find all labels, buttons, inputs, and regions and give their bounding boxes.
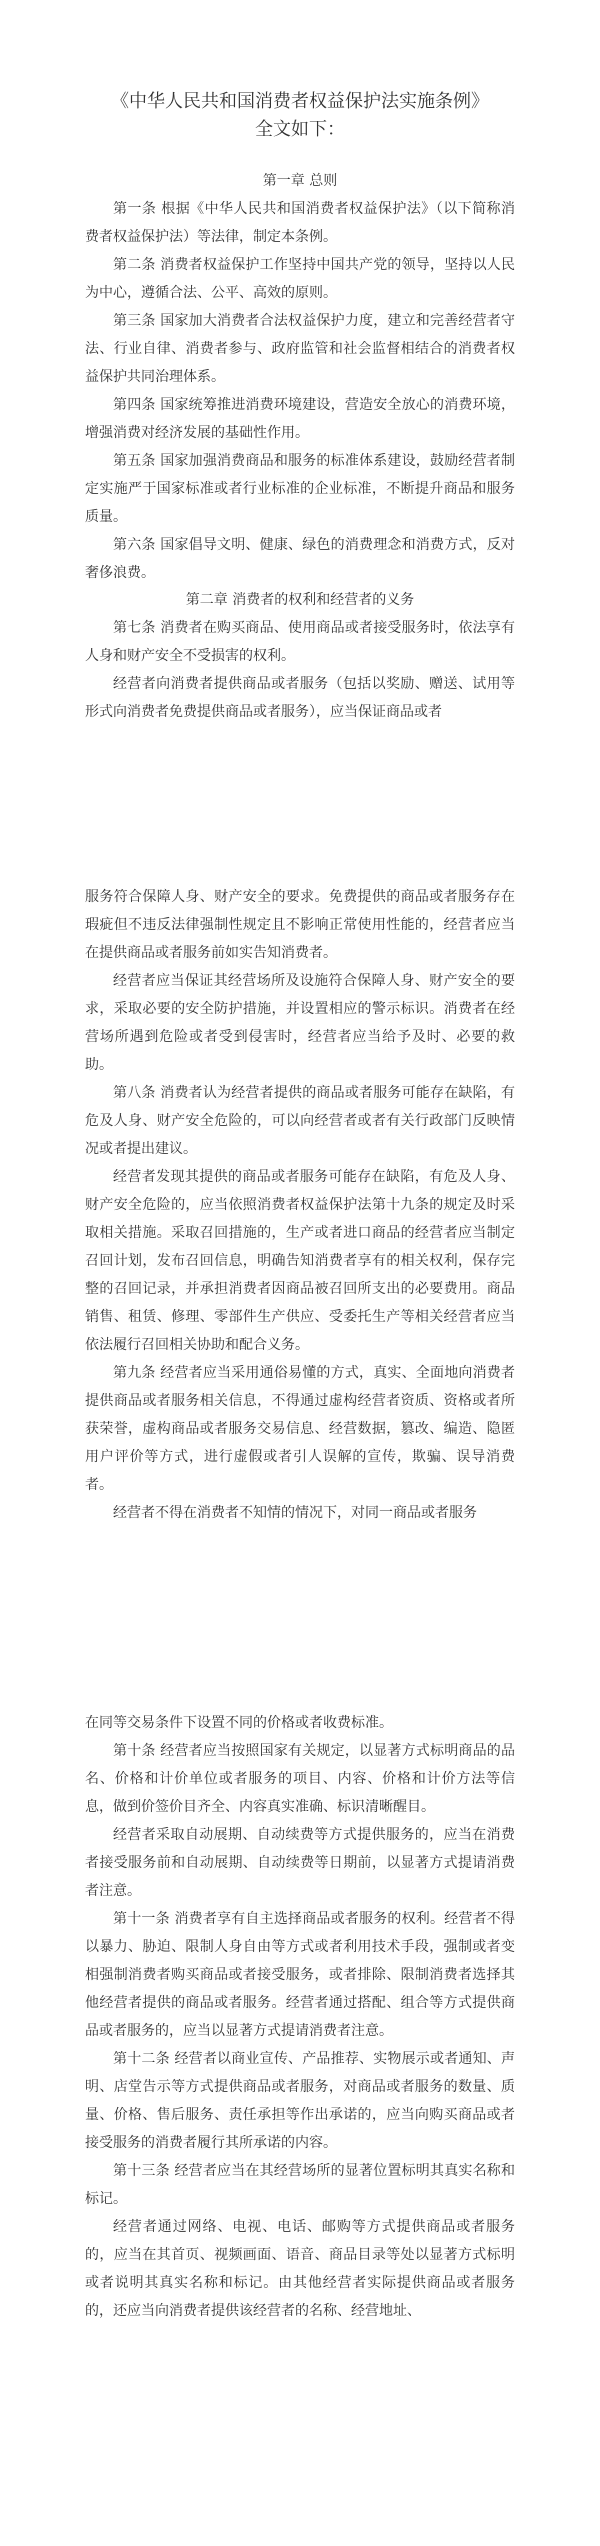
article-5: 第五条 国家加强消费商品和服务的标准体系建设，鼓励经营者制定实施严于国家标准或者行业标准的企业标准，不断提升商品和服务质量。 [85, 453, 515, 525]
text-block-1 [85, 168, 515, 726]
article-13: 第十三条 经营者应当在其经营场所的显著位置标明其真实名称和标记。 [85, 2163, 515, 2207]
article-9: 第九条 经营者应当采用通俗易懂的方式，真实、全面地向消费者提供商品或者服务相关信息，不得通过虚构经营者资质、资格或者所获荣誉，虚构商品或者服务交易信息、经营数据，篡改、编造、隐匿用户评价等方式，进行虚假或者引人误解的宣传，欺骗、误导消费者。 [85, 1365, 515, 1493]
chapter-2-heading: 第二章 消费者的权利和经营者的义务 [185, 592, 415, 608]
article-8: 第八条 消费者认为经营者提供的商品或者服务可能存在缺陷，有危及人身、财产安全危险的，可以向经营者或者有关行政部门反映情况或者提出建议。 [85, 1085, 515, 1157]
page-title-line2: 全文如下： [255, 119, 345, 140]
article-7-paragraph-3: 经营者应当保证其经营场所及设施符合保障人身、财产安全的要求，采取必要的安全防护措施，并设置相应的警示标识。消费者在经营场所遇到危险或者受到侵害时，经营者应当给予及时、必要的救助。 [85, 973, 515, 1073]
article-12: 第十二条 经营者以商业宣传、产品推荐、实物展示或者通知、声明、店堂告示等方式提供商品或者服务，对商品或者服务的数量、质量、价格、售后服务、责任承担等作出承诺的，应当向购买商品或者接受服务的消费者履行其所承诺的内容。 [85, 2051, 515, 2151]
article-2: 第二条 消费者权益保护工作坚持中国共产党的领导，坚持以人民为中心，遵循合法、公平、高效的原则。 [85, 257, 515, 301]
article-7-paragraph-2-continued: 服务符合保障人身、财产安全的要求。免费提供的商品或者服务存在瑕疵但不违反法律强制性规定且不影响正常使用性能的，经营者应当在提供商品或者服务前如实告知消费者。 [85, 889, 515, 961]
text-block-3 [85, 1709, 515, 2325]
article-9-paragraph-2-start: 经营者不得在消费者不知情的情况下，对同一商品或者服务 [113, 1505, 477, 1521]
page-title-line1: 《中华人民共和国消费者权益保护法实施条例》 [111, 91, 489, 112]
article-13-paragraph-2: 经营者通过网络、电视、电话、邮购等方式提供商品或者服务的，应当在其首页、视频画面、语音、商品目录等处以显著方式标明或者说明其真实名称和标记。由其他经营者实际提供商品或者服务的，还应当向消费者提供该经营者的名称、经营地址、 [85, 2219, 515, 2319]
article-6: 第六条 国家倡导文明、健康、绿色的消费理念和消费方式，反对奢侈浪费。 [85, 537, 515, 581]
article-10-paragraph-2: 经营者采取自动展期、自动续费等方式提供服务的，应当在消费者接受服务前和自动展期、自动续费等日期前，以显著方式提请消费者注意。 [85, 1827, 515, 1899]
article-1: 第一条 根据《中华人民共和国消费者权益保护法》（以下简称消费者权益保护法）等法律，制定本条例。 [85, 201, 515, 245]
article-4: 第四条 国家统筹推进消费环境建设，营造安全放心的消费环境，增强消费对经济发展的基础性作用。 [85, 397, 515, 441]
article-3: 第三条 国家加大消费者合法权益保护力度，建立和完善经营者守法、行业自律、消费者参与、政府监管和社会监督相结合的消费者权益保护共同治理体系。 [85, 313, 515, 385]
page-title [0, 88, 600, 144]
article-11: 第十一条 消费者享有自主选择商品或者服务的权利。经营者不得以暴力、胁迫、限制人身自由等方式或者利用技术手段，强制或者变相强制消费者购买商品或者接受服务，或者排除、限制消费者选择其他经营者提供的商品或者服务。经营者通过搭配、组合等方式提供商品或者服务的，应当以显著方式提请消费者注意。 [85, 1911, 515, 2039]
article-7: 第七条 消费者在购买商品、使用商品或者接受服务时，依法享有人身和财产安全不受损害的权利。 [85, 620, 515, 664]
article-7-paragraph-2-start: 经营者向消费者提供商品或者服务（包括以奖励、赠送、试用等形式向消费者免费提供商品或者服务），应当保证商品或者 [85, 676, 515, 720]
chapter-1-heading: 第一章 总则 [262, 173, 338, 189]
article-9-paragraph-2-continued: 在同等交易条件下设置不同的价格或者收费标准。 [85, 1715, 393, 1731]
article-8-paragraph-2: 经营者发现其提供的商品或者服务可能存在缺陷，有危及人身、财产安全危险的，应当依照消费者权益保护法第十九条的规定及时采取相关措施。采取召回措施的，生产或者进口商品的经营者应当制定召回计划，发布召回信息，明确告知消费者享有的相关权利，保存完整的召回记录，并承担消费者因商品被召回所支出的必要费用。商品销售、租赁、修理、零部件生产供应、受委托生产等相关经营者应当依法履行召回相关协助和配合义务。 [85, 1169, 515, 1353]
text-block-2 [85, 883, 515, 1527]
article-10: 第十条 经营者应当按照国家有关规定，以显著方式标明商品的品名、价格和计价单位或者服务的项目、内容、价格和计价方法等信息，做到价签价目齐全、内容真实准确、标识清晰醒目。 [85, 1743, 515, 1815]
